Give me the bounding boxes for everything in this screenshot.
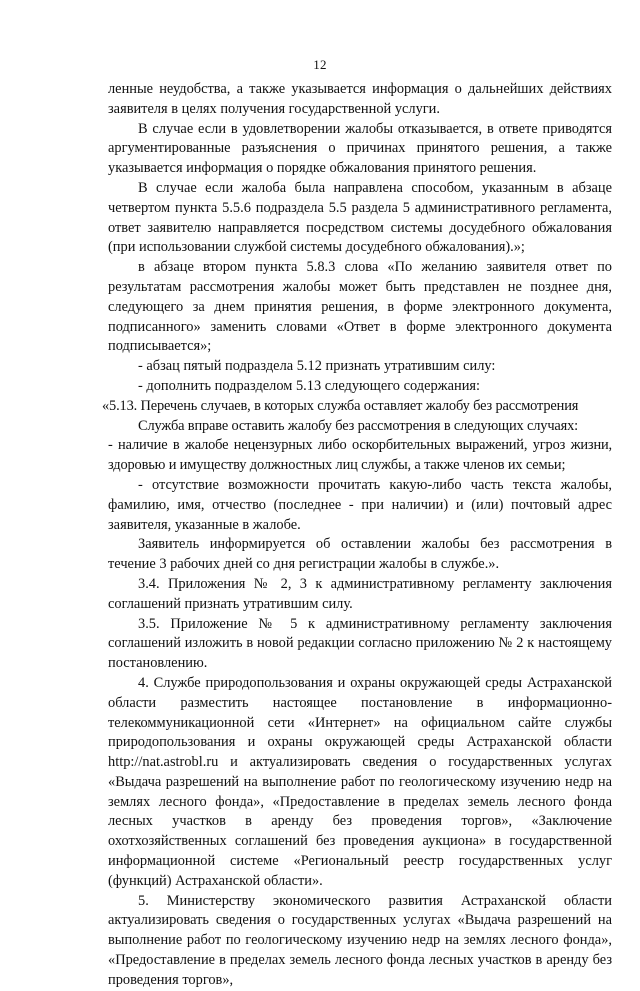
list-item-unreadable-text: - отсутствие возможности прочитать какую-либо часть текста жалобы, фамилию, имя, отчество (последнее - при наличии) и (или) почтовый адрес заявителя, указанные в жалобе. — [108, 476, 612, 533]
paragraph-amend-5-8-3: в абзаце втором пункта 5.8.3 слова «По желанию заявителя ответ по результатам рассмотрения жалобы может быть представлен не позднее дня, следующего за днем принятия решения, в форме электронного документа, подписанного» заменить словами «Ответ в форме электронного документа подписывается»; — [108, 259, 612, 355]
paragraph-4: 4. Службе природопользования и охраны окружающей среды Астраханской области разместить настоящее постановление в информационно-телекоммуникационной сети «Интернет» на официальном сайте службы природопользования и охраны окружающей среды Астраханской области http://nat.astrobl.ru и актуализировать сведения о государственных услугах «Выдача разрешений на выполнение работ по геологическому изучению недр на землях лесного фонда», «Предоставление в пределах земель лесного фонда лесных участков в аренду без проведения торгов», «Заключение охотхозяйственных соглашений без проведения аукциона» в государственной информационной системе «Региональный реестр государственных услуг (функций) Астраханской области». — [108, 674, 612, 889]
document-body — [102, 80, 612, 991]
paragraph-applicant-informed: Заявитель информируется об оставлении жалобы без рассмотрения в течение 3 рабочих дней со дня регистрации жалобы в службе.». — [108, 536, 612, 573]
paragraph-5: 5. Министерству экономического развития Астраханской области актуализировать сведения о государственных услугах «Выдача разрешений на выполнение работ по геологическому изучению недр на землях лесного фонда», «Предоставление в пределах земель лесного фонда лесных участков в аренду без проведения торгов», — [108, 892, 612, 988]
paragraph-3-5: 3.5. Приложение № 5 к административному регламенту заключения соглашений изложить в новой редакции согласно приложению № 2 к настоящему постановлению. — [108, 615, 612, 672]
section-5-13-heading: «5.13. Перечень случаев, в которых служба оставляет жалобу без рассмотрения — [102, 397, 579, 414]
page-number: 12 — [313, 57, 327, 72]
list-item-obscene-language: - наличие в жалобе нецензурных либо оскорбительных выражений, угроз жизни, здоровью и имуществу должностных лиц службы, а также членов их семьи; — [108, 437, 612, 474]
paragraph-cases-intro: Служба вправе оставить жалобу без рассмотрения в следующих случаях: — [138, 417, 579, 434]
paragraph-continuation: ленные неудобства, а также указывается информация о дальнейших действиях заявителя в целях получения государственной услуги. — [108, 81, 612, 117]
paragraph-5-12-repeal: - абзац пятый подраздела 5.12 признать утратившим силу: — [138, 358, 496, 375]
paragraph-add-5-13: - дополнить подразделом 5.13 следующего содержания: — [138, 377, 481, 394]
paragraph-3-4: 3.4. Приложения № 2, 3 к административному регламенту заключения соглашений признать утратившим силу. — [108, 575, 612, 612]
paragraph-refusal-answer: В случае если в удовлетворении жалобы отказывается, в ответе приводятся аргументированные разъяснения о причинах принятого решения, а также указывается информация о порядке обжалования принятого решения. — [108, 120, 612, 177]
paragraph-pre-trial-system: В случае если жалоба была направлена способом, указанным в абзаце четвертом пункта 5.5.6 подраздела 5.5 раздела 5 административного регламента, ответ заявителю направляется посредством системы досудебного обжалования (при использовании службой системы досудебного обжалования).»; — [108, 179, 612, 256]
